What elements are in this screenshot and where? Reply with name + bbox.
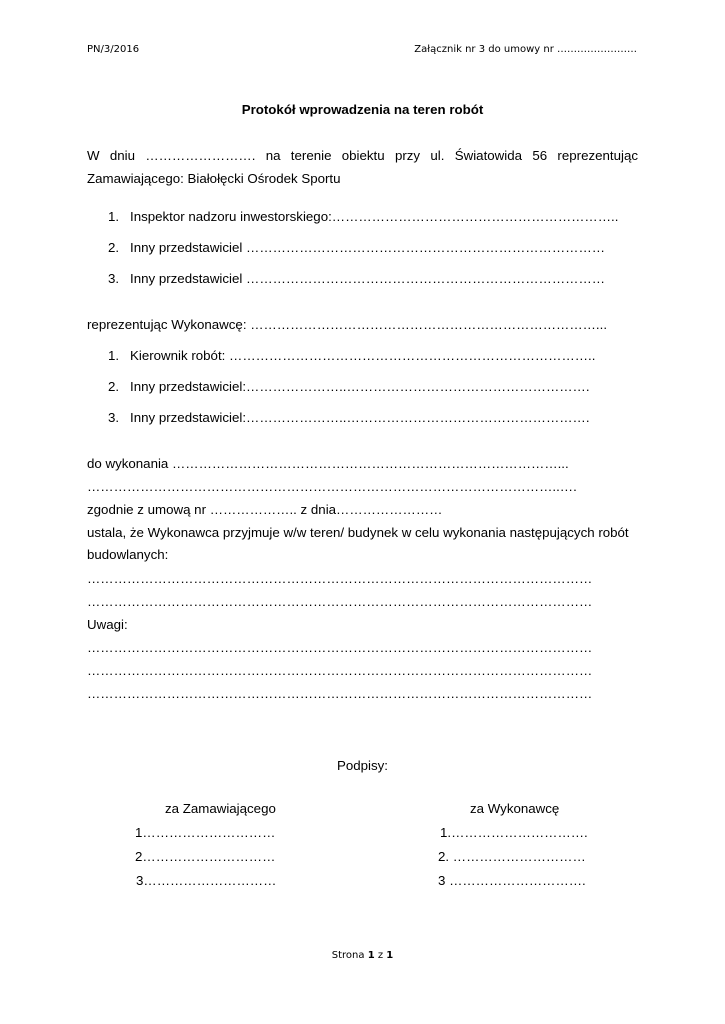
contractor-rep-3-number: 3.: [108, 410, 120, 425]
contractor-signature-line-3: 3 ………………………….: [438, 873, 586, 888]
contractor-rep-1: [108, 348, 595, 363]
client-rep-1-number: 1.: [108, 209, 120, 224]
client-rep-1: [108, 209, 618, 224]
header-reference: PN/3/2016: [87, 44, 140, 55]
works-dotted-line-2: ……………………………………………………………………………………………………: [87, 594, 593, 609]
remarks-dotted-line-3: ……………………………………………………………………………………………………: [87, 686, 593, 701]
contractor-signature-line-2: 2. …………………………: [438, 849, 586, 864]
client-signature-line-1: 1…………………………: [135, 825, 276, 840]
footer-page-total: 1: [386, 950, 394, 961]
page-footer: [0, 950, 725, 961]
footer-page-number: 1: [367, 950, 375, 961]
remarks-dotted-line-1: ……………………………………………………………………………………………………: [87, 640, 593, 655]
contractor-rep-2-text: Inny przedstawiciel:…………………..……………………………………………….: [130, 379, 590, 394]
contractor-rep-2: [108, 379, 590, 394]
client-signature-line-3: 3…………………………: [136, 873, 277, 888]
contractor-rep-1-text: Kierownik robót: ………………………………………………………………………..: [130, 348, 596, 363]
client-rep-3-number: 3.: [108, 271, 120, 286]
contract-reference-line: zgodnie z umową nr ……………….. z dnia……………………: [87, 502, 443, 517]
client-rep-2-number: 2.: [108, 240, 120, 255]
contractor-rep-3-text: Inny przedstawiciel:…………………..……………………………………………….: [130, 410, 590, 425]
contractor-signature-line-1: 1.………………………….: [440, 825, 588, 840]
contractor-rep-2-number: 2.: [108, 379, 120, 394]
remarks-label: Uwagi:: [87, 617, 128, 632]
header-attachment: Załącznik nr 3 do umowy nr ……………………: [414, 44, 637, 55]
intro-paragraph: W dniu ……………………. na terenie obiektu przy ul. Światowida 56 reprezentując Zamawiającego: Białołęcki Ośrodek Sportu: [87, 148, 638, 186]
footer-separator: z: [377, 950, 384, 961]
document-title: Protokół wprowadzenia na teren robót: [241, 102, 484, 117]
client-signature-label: za Zamawiającego: [165, 801, 276, 816]
work-scope-line: do wykonania ……………………………………………………………………………...: [87, 456, 569, 471]
remarks-dotted-line-2: ……………………………………………………………………………………………………: [87, 663, 593, 678]
client-rep-3-text: Inny przedstawiciel ………………………………………………………………………: [130, 271, 606, 286]
client-rep-2-text: Inny przedstawiciel ………………………………………………………………………: [130, 240, 606, 255]
client-rep-3: [108, 271, 605, 286]
contractor-rep-1-number: 1.: [108, 348, 120, 363]
contractor-line: reprezentując Wykonawcę: ……………………………………………………………………...: [87, 317, 608, 332]
works-dotted-line-1: ……………………………………………………………………………………………………: [87, 571, 593, 586]
work-scope-continuation: ……………………………………………………………………………………………..….: [87, 479, 577, 494]
client-signature-line-2: 2…………………………: [135, 849, 276, 864]
contractor-signature-label: za Wykonawcę: [470, 801, 560, 816]
finding-line-continuation: budowlanych:: [87, 547, 169, 562]
signatures-heading: Podpisy:: [337, 758, 388, 773]
client-rep-1-text: Inspektor nadzoru inwestorskiego:………………………………………………………..: [130, 209, 619, 224]
finding-line: ustala, że Wykonawca przyjmuje w/w teren/ budynek w celu wykonania następujących robót: [87, 525, 629, 540]
contractor-rep-3: [108, 410, 590, 425]
footer-prefix: Strona: [331, 950, 365, 961]
client-rep-2: [108, 240, 605, 255]
